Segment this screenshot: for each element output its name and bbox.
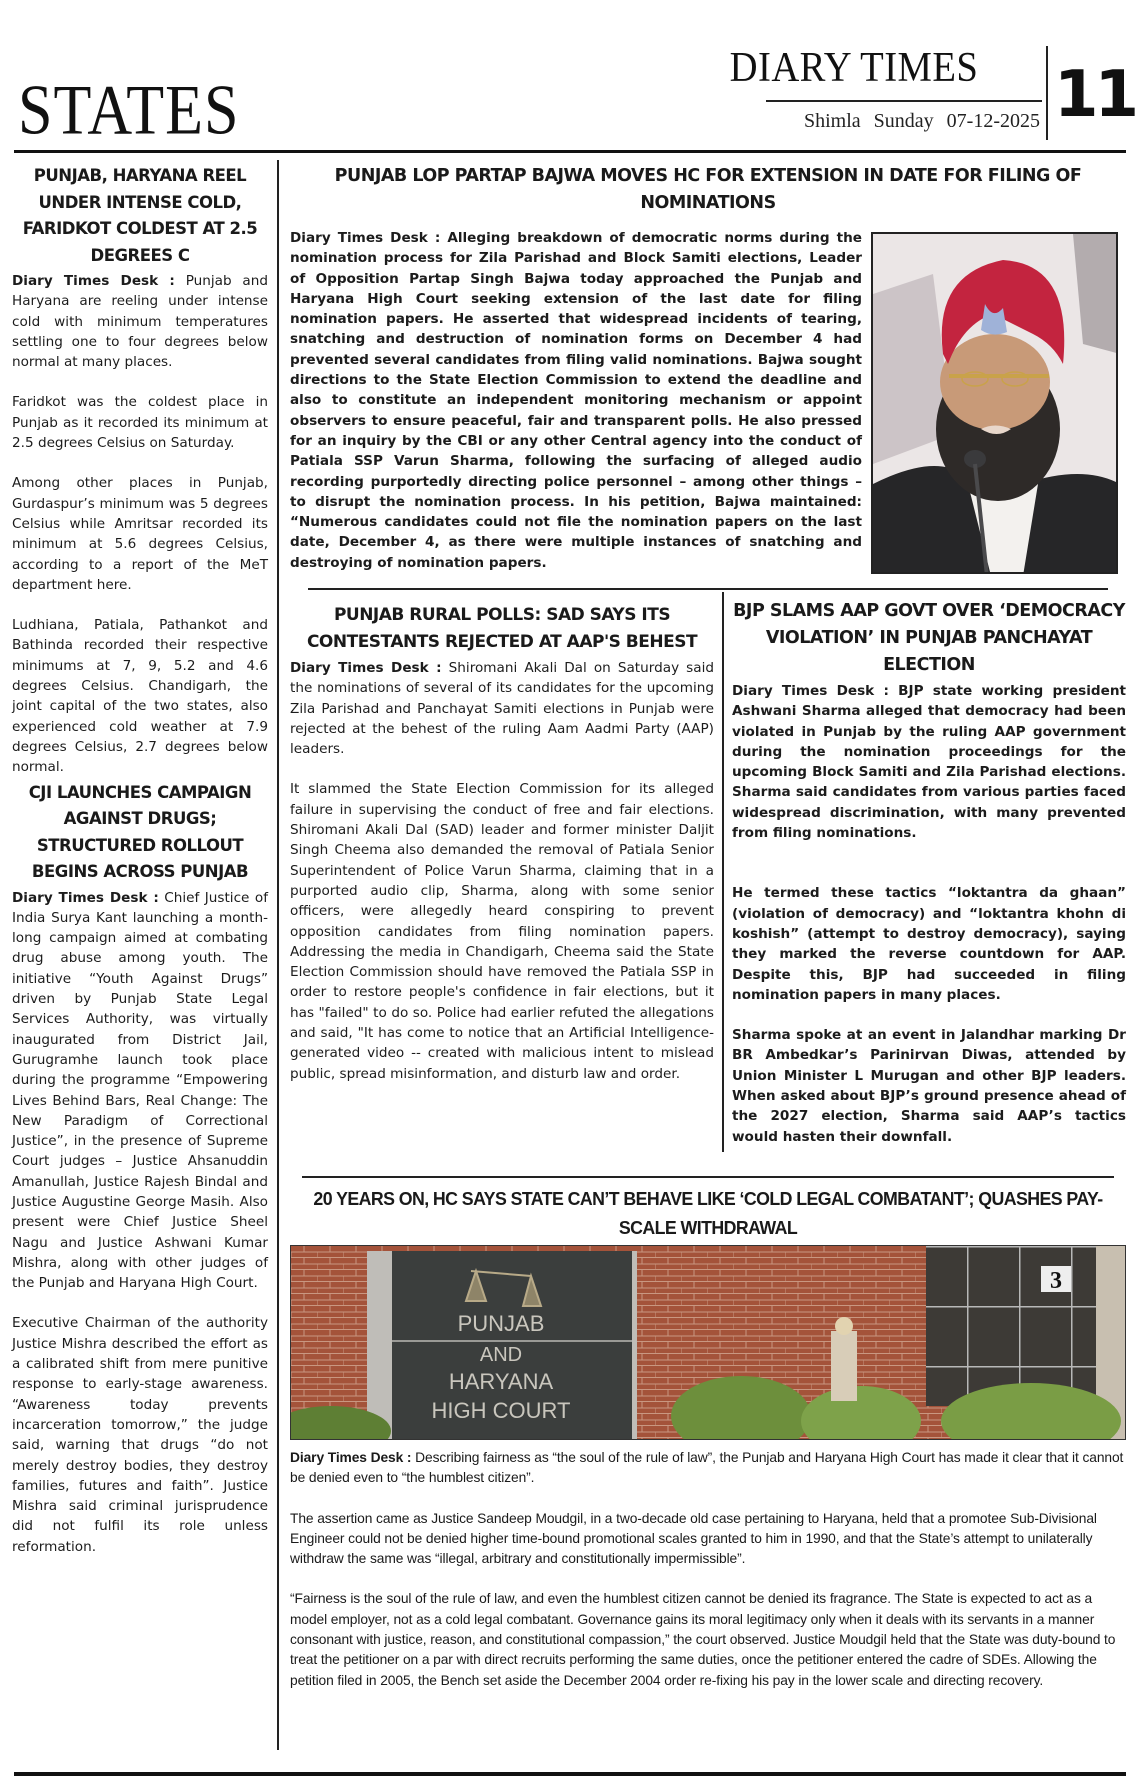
dateline-day: Sunday	[873, 110, 934, 132]
paragraph: Among other places in Punjab, Gurdaspur’s minimum was 5 degrees Celsius while Amritsar recorded its minimum at 5.6 degrees Celsius, according to a report of the MeT department here.	[12, 475, 268, 593]
byline: Diary Times Desk :	[290, 1450, 412, 1465]
paragraph: He termed these tactics “loktantra da ghaan” (violation of democracy) and “loktantra khohn di koshish” (attempt to destroy democracy), saying they marked the reverse countdown for AAP. Despite this, BJP had succeeded in filing nomination papers in many places.	[732, 885, 1126, 1003]
headline: PUNJAB, HARYANA REEL UNDER INTENSE COLD, FARIDKOT COLDEST AT 2.5 DEGREES C	[22, 166, 258, 265]
svg-text:AND: AND	[479, 1344, 523, 1366]
paragraph: It slammed the State Election Commission for its alleged failure in supervising the conduct of free and fair elections. Shiromani Akali Dal (SAD) leader and former minister Daljit Singh Cheema also demanded the removal of Patiala Senior Superintendent of Police Varun Sharma, claiming that in a purported audio clip, Sharma, along with some senior officers, were allegedly heard conspiring to prevent opposition candidates from filing nomination papers. Addressing the media in Chandigarh, Cheema said the State Election Commission should have removed the Patiala SSP in order to restore people's confidence in fair elections, but it has "failed" to do so. Police had earlier refuted the allegations and said, "It has come to notice that an Artificial Intelligence-generated video -- created with malicious intent to mislead public, spread misinformation, and disturb law and order.	[290, 781, 714, 1082]
story-bjp	[732, 598, 1126, 1187]
top-rule	[14, 150, 1126, 153]
headline: BJP SLAMS AAP GOVT OVER ‘DEMOCRACY VIOLATION’ IN PUNJAB PANCHAYAT ELECTION	[733, 601, 1125, 675]
paragraph: Shiromani Akali Dal on Saturday said the nominations of several of its candidates for the upcoming Zila Parishad and Panchayat Samiti elections in Punjab were rejected at the behest of the ruling Aam Aadmi Party (AAP) leaders.	[290, 660, 714, 758]
byline: Diary Times Desk :	[12, 273, 175, 289]
byline: Diary Times Desk :	[12, 889, 159, 906]
paragraph: Chief Justice of India Surya Kant launching a month-long campaign aimed at combating drug abuse among youth. The initiative “Youth Against Drugs” driven by Punjab State Legal Services Authority, was virtually inaugurated from District Jail, Gurugramhe launch took place during the programme “Empowering Lives Behind Bars, Real Change: The New Paradigm of Correctional Justice”, in the presence of Supreme Court judges – Justice Ahsanuddin Amanullah, Justice Rajesh Bindal and Justice Augustine George Masih. Also present were Chief Justice Sheel Nagu and Justice Ashwani Kumar Mishra, along with other judges of the Punjab and Haryana High Court.	[12, 889, 268, 1292]
paragraph: Alleging breakdown of democratic norms during the nomination process for Zila Parishad and Block Samiti elections, Leader of Opposition Partap Singh Bajwa today approached the Punjab and Haryana High Court seeking extension of the last date for filing nomination papers. He asserted that widespread incidents of tearing, snatching and destruction of nomination forms on December 4 had prevented several candidates from filing valid nominations. Bajwa sought directions to the State Election Commission to extend the deadline and also to constitute an independent monitoring mechanism or appoint observers to ensure peaceful, fair and transparent polls. He also pressed for an inquiry by the CBI or any other Central agency into the conduct of Patiala SSP Varun Sharma, following the surfacing of alleged audio recording purportedly directing police personnel – among other things – to disrupt the nomination process. In his petition, Bajwa maintained: “Numerous candidates could not file the nomination papers on the last date, December 4, as there were multiple instances of snatching and destroying of nomination papers.	[290, 230, 863, 571]
paragraph: Ludhiana, Patiala, Pathankot and Bathinda recorded their respective minimums at 7, 9, 5.2 and 4.6 degrees Celsius. Chandigarh, the joint capital of the two states, also experienced cold weather at 7.9 degrees Celsius, 2.7 degrees below normal.	[12, 617, 268, 776]
svg-text:3: 3	[1050, 1268, 1062, 1294]
story-body	[290, 658, 714, 1084]
portrait-image	[873, 234, 1118, 574]
paragraph: BJP state working president Ashwani Sharma alleged that democracy had been violated in Punjab by the ruling AAP government during the nomination proceedings for the upcoming Block Samiti and Zila Parishad elections. Sharma said candidates from various parties faced widespread discrimination, with many prevented from filing nominations.	[732, 683, 1126, 842]
bottom-rule	[14, 1772, 1126, 1776]
story-cold-wave	[12, 163, 268, 778]
story-cji-campaign	[12, 780, 268, 1558]
column-divider	[722, 592, 724, 1152]
masthead-divider	[1046, 46, 1048, 140]
paragraph: “Fairness is the soul of the rule of law, and even the humblest citizen cannot be denied its fragrance. The State is expected to act as a model employer, not as a cold legal combatant. Governance gains its moral legitimacy only when it deals with its servants in a manner consonant with justice, reason, and constitutional compassion,” the court observed. Justice Moudgil held that the State was duty-bound to treat the petitioner on a par with direct recruits performing the same duties, once the petitioner entered the cadre of SDEs. Allowing the petition filed in 2005, the Bench set aside the December 2004 order re-fixing his pay in the lower scale and directing recovery.	[290, 1591, 1116, 1688]
headline: PUNJAB LOP PARTAP BAJWA MOVES HC FOR EXTENSION IN DATE FOR FILING OF NOMINATIONS	[334, 166, 1082, 213]
story-body	[12, 271, 268, 778]
column-divider	[277, 160, 279, 1750]
headline: PUNJAB RURAL POLLS: SAD SAYS ITS CONTESTANTS REJECTED AT AAP'S BEHEST	[306, 605, 698, 652]
headline: CJI LAUNCHES CAMPAIGN AGAINST DRUGS; STRUCTURED ROLLOUT BEGINS ACROSS PUNJAB	[28, 782, 252, 882]
svg-text:PUNJAB: PUNJAB	[457, 1311, 545, 1336]
headline: 20 YEARS ON, HC SAYS STATE CAN’T BEHAVE LIKE ‘COLD LEGAL COMBATANT’; QUASHES PAY-SCALE WITHDRAWAL	[313, 1188, 1103, 1238]
byline: Diary Times Desk :	[732, 683, 889, 699]
section-title: STATES	[18, 71, 240, 150]
section-rule	[308, 588, 1108, 590]
dateline-date: 07-12-2025	[946, 110, 1040, 132]
court-building-image	[291, 1246, 1126, 1440]
story-body	[290, 228, 862, 573]
page-number: 11	[1054, 58, 1136, 132]
photo-high-court	[290, 1245, 1126, 1440]
byline: Diary Times Desk :	[290, 230, 441, 246]
photo-bajwa	[871, 232, 1118, 574]
paragraph: Describing fairness as “the soul of the rule of law”, the Punjab and Haryana High Court has made it clear that it cannot be denied even to “the humblest citizen”.	[290, 1450, 1124, 1486]
story-body	[732, 681, 1126, 1147]
newspaper-brand: DIARY TIMES	[729, 45, 978, 91]
paragraph: Executive Chairman of the authority Justice Mishra described the effort as a calibrated shift from mere punitive response to early-stage awareness. “Awareness today prevents incarceration tomorrow,” the judge said, warning that drugs “do not merely destroy bodies, they destroy families, futures and faith”. Justice Mishra said criminal jurisprudence did not fulfil its role unless reformation.	[12, 1315, 268, 1555]
story-body	[12, 888, 268, 1558]
brand-divider	[766, 100, 1042, 102]
dateline-city: Shimla	[804, 110, 861, 132]
paragraph: Sharma spoke at an event in Jalandhar marking Dr BR Ambedkar’s Parinirvan Diwas, attended by Union Minister L Murugan and other BJP leaders. When asked about BJP’s ground presence ahead of the 2027 election, Sharma said AAP’s tactics would hasten their downfall.	[732, 1027, 1126, 1145]
paragraph: Punjab and Haryana are reeling under intense cold with minimum temperatures settling one to four degrees below normal at many places.	[12, 273, 269, 371]
paragraph: The assertion came as Justice Sandeep Moudgil, in a two-decade old case pertaining to Haryana, held that a promotee Sub-Divisional Engineer could not be denied higher time-bound promotional scales granted to him in 1990, and that the State’s attempt to unilaterally withdraw the same was “illegal, arbitrary and constitutionally impermissible”.	[290, 1510, 1097, 1567]
svg-text:HARYANA: HARYANA	[448, 1369, 554, 1394]
svg-text:HIGH COURT: HIGH COURT	[431, 1398, 571, 1423]
paragraph: Faridkot was the coldest place in Punjab as it recorded its minimum at 2.5 degrees Celsius on Saturday.	[12, 394, 268, 452]
story-body	[290, 1448, 1126, 1711]
section-rule	[302, 1176, 1114, 1178]
story-bajwa	[290, 163, 1126, 217]
dateline	[804, 110, 1040, 133]
byline: Diary Times Desk :	[290, 660, 442, 676]
story-high-court	[290, 1184, 1126, 1242]
story-sad	[290, 602, 714, 1084]
left-column	[12, 163, 268, 1557]
masthead	[0, 0, 1140, 155]
